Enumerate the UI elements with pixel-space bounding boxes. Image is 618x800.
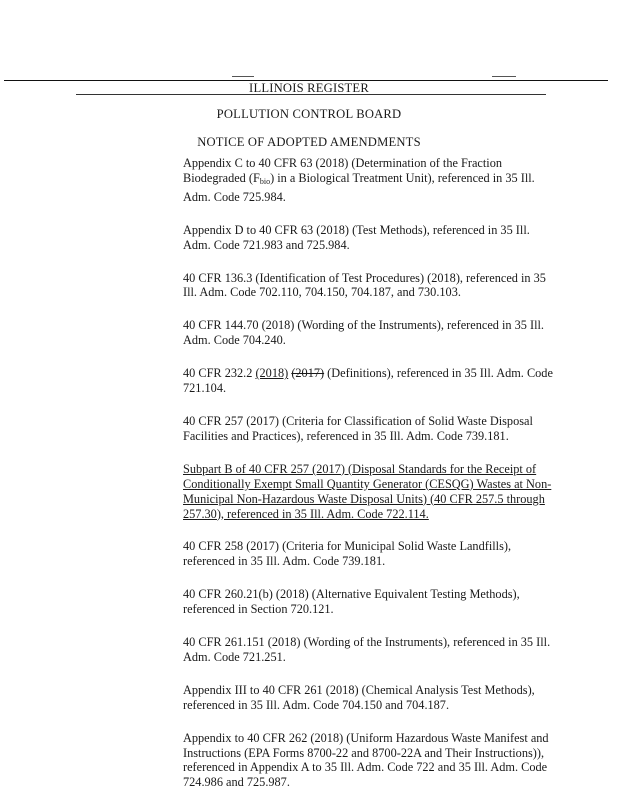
list-item: Appendix to 40 CFR 262 (2018) (Uniform Hazardous Waste Manifest and Instructions (EPA Forms 8700-22 and 8700-22A and Their Instructions)), referenced in Appendix A to 35 Ill. Adm. Code 722 and 35 Ill. Adm. Code 724.986 and 725.987. bbox=[183, 730, 549, 790]
list-item: 40 CFR 136.3 (Identification of Test Procedures) (2018), referenced in 35 Ill. Adm. Code 702.110, 704.150, 704.187, and 730.103. bbox=[183, 270, 546, 300]
list-item-inserted: Subpart B of 40 CFR 257 (2017) (Disposal Standards for the Receipt of Conditionally Exempt Small Quantity Generator (CESQG) Wastes at Non-Municipal Non-Hazardous Waste Disposal Units) (40 CFR 257.5 through 257.30), referenced in 35 Ill. Adm. Code 722.114. bbox=[183, 461, 552, 521]
inserted-text: (2018) bbox=[255, 366, 289, 381]
list-item bbox=[183, 366, 555, 396]
incorporations-list bbox=[183, 156, 555, 790]
list-item: 40 CFR 261.151 (2018) (Wording of the Instruments), referenced in 35 Ill. Adm. Code 721.251. bbox=[183, 635, 551, 664]
notice-title: NOTICE OF ADOPTED AMENDMENTS bbox=[197, 135, 421, 149]
entry-text: 40 CFR 232.2 bbox=[183, 366, 256, 381]
list-item: 40 CFR 260.21(b) (2018) (Alternative Equivalent Testing Methods), referenced in Section 720.121. bbox=[183, 587, 520, 617]
entry-text: ) in a Biological Treatment Unit), referenced in 35 Ill. Adm. Code 725.984. bbox=[183, 170, 535, 204]
scan-artifact bbox=[232, 76, 254, 77]
list-item bbox=[183, 156, 555, 205]
list-item: Appendix D to 40 CFR 63 (2018) (Test Methods), referenced in 35 Ill. Adm. Code 721.983 and 725.984. bbox=[183, 222, 530, 252]
list-item: 40 CFR 258 (2017) (Criteria for Municipal Solid Waste Landfills), referenced in 35 Ill. Adm. Code 739.181. bbox=[183, 539, 512, 569]
entry-text: (Definitions), referenced in 35 Ill. Adm. Code 721.104. bbox=[183, 366, 553, 396]
list-item: 40 CFR 257 (2017) (Criteria for Classification of Solid Waste Disposal Facilities and Practices), referenced in 35 Ill. Adm. Code 739.181. bbox=[183, 413, 533, 443]
entry-text: Appendix C to 40 CFR 63 (2018) (Determination of the Fraction Biodegraded (F bbox=[183, 156, 502, 185]
list-item: Appendix III to 40 CFR 261 (2018) (Chemical Analysis Test Methods), referenced in 35 Ill. Adm. Code 704.150 and 704.187. bbox=[183, 682, 535, 712]
subscript-text: bio bbox=[259, 176, 271, 186]
list-item: 40 CFR 144.70 (2018) (Wording of the Instruments), referenced in 35 Ill. Adm. Code 704.240. bbox=[183, 318, 545, 348]
scan-artifact bbox=[492, 76, 516, 77]
deleted-text: (2017) bbox=[291, 366, 325, 381]
register-title: ILLINOIS REGISTER bbox=[249, 81, 369, 95]
agency-title: POLLUTION CONTROL BOARD bbox=[216, 107, 402, 121]
